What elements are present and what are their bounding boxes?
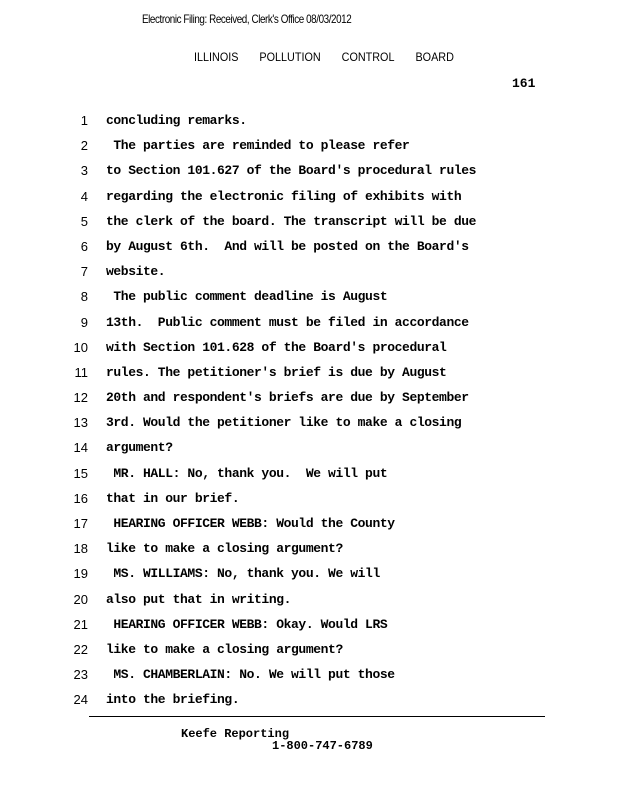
- line-number: 2: [80, 138, 88, 154]
- line-number: 20: [73, 591, 88, 607]
- line-number: 18: [73, 541, 88, 557]
- line-text: by August 6th. And will be posted on the Board's: [106, 238, 469, 254]
- line-text: 3rd. Would the petitioner like to make a closing: [106, 415, 462, 431]
- transcript-line: [0, 540, 618, 565]
- line-text: concluding remarks.: [106, 113, 247, 128]
- transcript-line: [0, 414, 618, 439]
- line-text: MS. CHAMBERLAIN: No. We will put those: [106, 667, 395, 683]
- line-number: 22: [73, 641, 88, 657]
- line-text: MS. WILLIAMS: No, thank you. We will: [106, 566, 380, 582]
- line-text: The parties are reminded to please refer: [106, 138, 410, 154]
- reporter-name: Keefe Reporting: [181, 727, 290, 741]
- line-text: rules. The petitioner's brief is due by August: [106, 364, 447, 380]
- transcript-line: [0, 314, 618, 339]
- line-text: HEARING OFFICER WEBB: Okay. Would LRS: [106, 616, 388, 632]
- transcript-line: [0, 162, 618, 187]
- footer-divider: [89, 716, 545, 717]
- line-text: the clerk of the board. The transcript will be due: [106, 213, 477, 229]
- line-text: regarding the electronic filing of exhibits with: [106, 188, 462, 204]
- line-number: 21: [73, 616, 88, 632]
- line-number: 7: [80, 264, 88, 280]
- reporter-phone: 1-800-747-6789: [272, 739, 373, 753]
- line-number: 10: [73, 339, 88, 355]
- line-text: website.: [106, 264, 166, 280]
- line-text: also put that in writing.: [106, 591, 292, 607]
- line-number: 1: [80, 113, 88, 128]
- header-word: BOARD: [415, 50, 454, 64]
- line-text: MR. HALL: No, thank you. We will put: [106, 465, 388, 481]
- transcript-line: [0, 137, 618, 162]
- transcript-line: [0, 238, 618, 263]
- line-number: 15: [73, 465, 88, 481]
- electronic-filing-stamp: Electronic Filing: Received, Clerk's Office 08/03/2012: [142, 12, 352, 26]
- transcript-line: [0, 515, 618, 540]
- line-number: 23: [73, 667, 88, 683]
- line-number: 19: [73, 566, 88, 582]
- line-text: The public comment deadline is August: [106, 289, 388, 305]
- transcript-line: [0, 565, 618, 590]
- transcript-line: [0, 616, 618, 641]
- line-text: 20th and respondent's briefs are due by September: [106, 390, 469, 406]
- transcript-line: [0, 490, 618, 515]
- header-word: POLLUTION: [259, 50, 321, 64]
- line-number: 16: [73, 490, 88, 506]
- transcript-line: [0, 439, 618, 464]
- transcript-line: [0, 641, 618, 666]
- line-number: 12: [73, 390, 88, 406]
- transcript-line: [0, 691, 618, 716]
- page-number: 161: [512, 76, 536, 91]
- transcript-line: [0, 339, 618, 364]
- line-number: 9: [80, 314, 88, 330]
- transcript-line: [0, 112, 618, 137]
- page-header: [194, 50, 472, 64]
- transcript-line: [0, 213, 618, 238]
- line-number: 3: [80, 163, 88, 179]
- line-text: into the briefing.: [106, 692, 240, 708]
- line-number: 11: [74, 364, 88, 380]
- transcript-body: [0, 112, 618, 717]
- line-number: 13: [73, 415, 88, 431]
- transcript-line: [0, 389, 618, 414]
- line-number: 6: [80, 238, 88, 254]
- transcript-line: [0, 288, 618, 313]
- header-word: ILLINOIS: [194, 50, 239, 64]
- line-number: 8: [80, 289, 88, 305]
- line-text: like to make a closing argument?: [106, 641, 343, 657]
- transcript-line: [0, 591, 618, 616]
- line-text: with Section 101.628 of the Board's procedural: [106, 339, 447, 355]
- transcript-line: [0, 188, 618, 213]
- line-text: 13th. Public comment must be filed in accordance: [106, 314, 469, 330]
- line-number: 5: [80, 213, 88, 229]
- header-word: CONTROL: [341, 50, 395, 64]
- line-text: to Section 101.627 of the Board's procedural rules: [106, 163, 477, 179]
- transcript-line: [0, 666, 618, 691]
- line-number: 4: [80, 188, 88, 204]
- transcript-line: [0, 364, 618, 389]
- line-number: 14: [73, 440, 88, 456]
- line-number: 24: [73, 692, 88, 708]
- line-text: that in our brief.: [106, 490, 240, 506]
- line-text: argument?: [106, 440, 173, 456]
- line-text: like to make a closing argument?: [106, 541, 343, 557]
- transcript-line: [0, 465, 618, 490]
- line-text: HEARING OFFICER WEBB: Would the County: [106, 516, 395, 531]
- transcript-line: [0, 263, 618, 288]
- line-number: 17: [73, 516, 88, 531]
